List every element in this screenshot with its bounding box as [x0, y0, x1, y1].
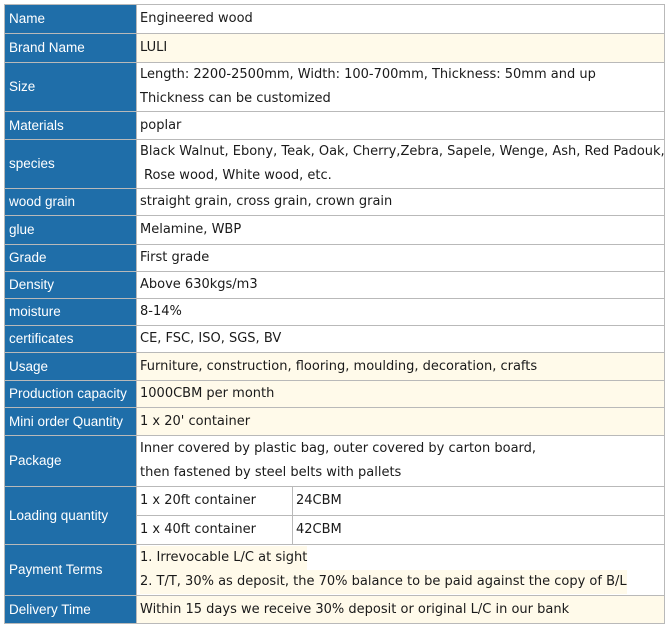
row-label-name: Name: [5, 5, 137, 34]
spec-row-production-capacity: [5, 381, 665, 408]
row-label-usage: Usage: [5, 353, 137, 381]
value-line: Above 630kgs/m3: [140, 277, 258, 292]
row-value-brand-name: [137, 34, 665, 63]
value-line: Furniture, construction, flooring, moulding, decoration, crafts: [140, 358, 538, 374]
row-value-species: [137, 140, 665, 189]
row-label-payment-terms: Payment Terms: [5, 545, 137, 596]
spec-row-grade: [5, 245, 665, 272]
value-line: straight grain, cross grain, crown grain: [140, 194, 393, 209]
value-line: Melamine, WBP: [140, 222, 242, 237]
spec-row-usage: [5, 353, 665, 381]
row-value-package: [137, 436, 665, 487]
value-line: Black Walnut, Ebony, Teak, Oak, Cherry,Zebra, Sapele, Wenge, Ash, Red Padouk,: [140, 144, 665, 159]
value-line: Length: 2200-2500mm, Width: 100-700mm, Thickness: 50mm and up: [140, 67, 596, 82]
value-line: Within 15 days we receive 30% deposit or original L/C in our bank: [140, 601, 570, 617]
value-line: LULI: [140, 40, 168, 55]
spec-row-package: [5, 436, 665, 487]
value-line: then fastened by steel belts with pallets: [140, 465, 402, 480]
value-line: Engineered wood: [140, 11, 253, 26]
value-line: Thickness can be customized: [140, 91, 331, 106]
spec-row-moisture: [5, 299, 665, 326]
row-label-glue: glue: [5, 216, 137, 245]
row-label-wood-grain: wood grain: [5, 189, 137, 216]
value-line: Inner covered by plastic bag, outer covered by carton board,: [140, 441, 537, 456]
row-value-delivery-time: [137, 596, 665, 624]
spec-row-certificates: [5, 326, 665, 353]
value-line: 1000CBM per month: [140, 386, 275, 401]
value-line: 2. T/T, 30% as deposit, the 70% balance to be paid against the copy of B/L: [140, 570, 627, 594]
row-label-moisture: moisture: [5, 299, 137, 326]
row-label-package: Package: [5, 436, 137, 487]
loading-volume: 24CBM: [293, 487, 665, 516]
row-label-grade: Grade: [5, 245, 137, 272]
value-line: 1 x 20' container: [140, 413, 251, 429]
spec-row-glue: [5, 216, 665, 245]
row-label-mini-order-quantity: Mini order Quantity: [5, 408, 137, 436]
spec-row-density: [5, 272, 665, 299]
spec-row-name: [5, 5, 665, 34]
value-line: CE, FSC, ISO, SGS, BV: [140, 331, 282, 346]
row-label-size: Size: [5, 63, 137, 112]
spec-row-size: [5, 63, 665, 112]
row-value-certificates: [137, 326, 665, 353]
row-value-materials: [137, 112, 665, 140]
row-label-loading-quantity: Loading quantity: [5, 487, 137, 545]
row-label-brand-name: Brand Name: [5, 34, 137, 63]
row-value-grade: [137, 245, 665, 272]
spec-row-materials: [5, 112, 665, 140]
row-value-size: [137, 63, 665, 112]
loading-container: 1 x 20ft container: [137, 487, 293, 516]
product-spec-table: [4, 4, 665, 624]
spec-row-delivery-time: [5, 596, 665, 624]
loading-container: 1 x 40ft container: [137, 516, 293, 545]
row-value-name: [137, 5, 665, 34]
row-value-density: [137, 272, 665, 299]
spec-row-loading-1: [5, 487, 665, 516]
spec-row-brand-name: [5, 34, 665, 63]
row-label-density: Density: [5, 272, 137, 299]
row-value-usage: [137, 353, 665, 381]
row-value-glue: [137, 216, 665, 245]
row-label-production-capacity: Production capacity: [5, 381, 137, 408]
spec-row-species: [5, 140, 665, 189]
spec-row-wood-grain: [5, 189, 665, 216]
row-value-moisture: [137, 299, 665, 326]
row-value-wood-grain: [137, 189, 665, 216]
value-line: Rose wood, White wood, etc.: [144, 168, 332, 183]
value-line: poplar: [140, 117, 182, 133]
row-label-materials: Materials: [5, 112, 137, 140]
row-label-delivery-time: Delivery Time: [5, 596, 137, 624]
value-line: First grade: [140, 250, 210, 265]
value-line: 1. Irrevocable L/C at sight: [140, 546, 307, 570]
row-value-mini-order-quantity: [137, 408, 665, 436]
row-value-payment-terms: [137, 545, 665, 596]
row-label-species: species: [5, 140, 137, 189]
row-value-production-capacity: [137, 381, 665, 408]
value-line: 8-14%: [140, 304, 182, 319]
row-label-certificates: certificates: [5, 326, 137, 353]
spec-row-payment-terms: [5, 545, 665, 596]
loading-volume: 42CBM: [293, 516, 665, 545]
spec-row-mini-order-quantity: [5, 408, 665, 436]
